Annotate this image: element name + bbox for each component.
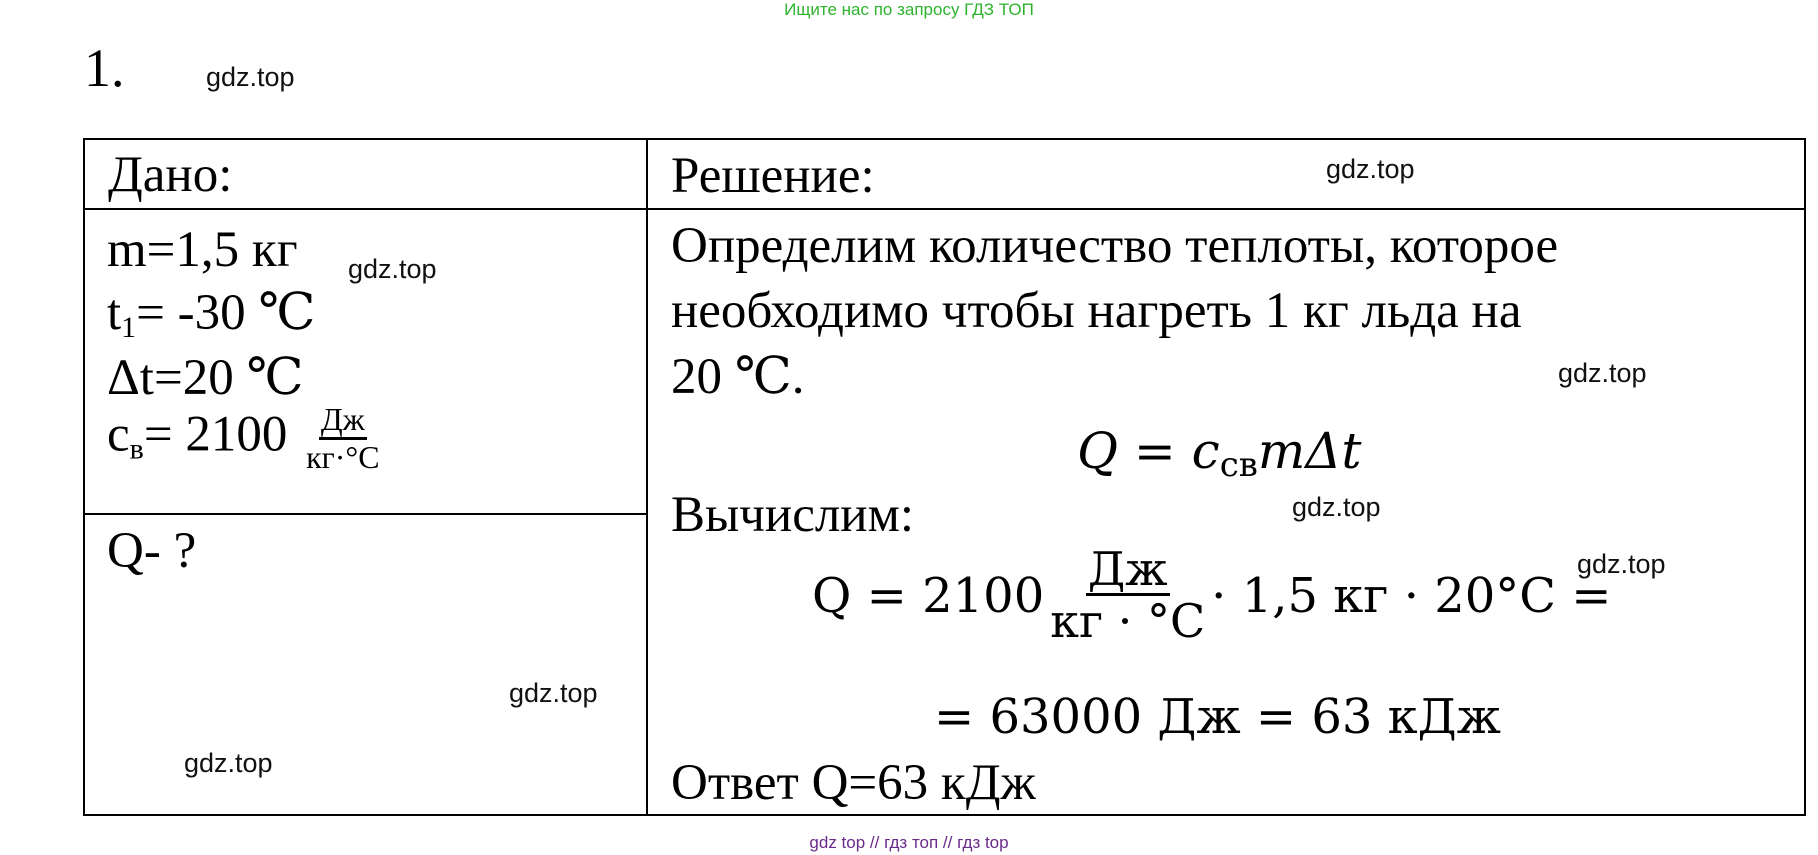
- watermark: gdz.top: [1292, 492, 1381, 522]
- watermark: gdz.top: [509, 678, 598, 708]
- solution-text-line: необходимо чтобы нагреть 1 кг льда на: [671, 283, 1522, 339]
- calculation-result: = 63000 Дж = 63 кДж: [934, 689, 1501, 745]
- header-divider: [85, 208, 1804, 210]
- watermark: gdz.top: [184, 748, 273, 778]
- watermark: gdz.top: [206, 62, 295, 92]
- answer: Ответ Q=63 кДж: [671, 755, 1036, 811]
- calculation-unit: $\frac{Дж}{кг \cdot ^\circ C}$: [1050, 542, 1206, 649]
- watermark: gdz.top: [1577, 549, 1666, 579]
- watermark: gdz.top: [348, 254, 437, 284]
- watermark: gdz.top: [1558, 358, 1647, 388]
- column-divider: [646, 140, 648, 814]
- bottom-banner: gdz top // гдз топ // гдз top: [809, 833, 1009, 852]
- find-quantity: Q- ?: [107, 523, 197, 579]
- solution-text-line: Определим количество теплоты, которое: [671, 218, 1559, 274]
- solution-text-line: 20 ℃.: [671, 349, 805, 405]
- heat-formula: $Q = c_{св}m\Delta t$: [1077, 422, 1362, 485]
- calculation-line: Q = 2100 $\frac{Дж}{кг \cdot ^\circ C}$ · 1,5 кг · 20°C =: [812, 542, 1612, 649]
- watermark: gdz.top: [1326, 154, 1415, 184]
- problem-number: 1.: [84, 38, 125, 98]
- top-banner: Ищите нас по запросу ГДЗ ТОП: [784, 0, 1034, 19]
- solution-header: Решение:: [671, 148, 875, 204]
- given-header: Дано:: [108, 147, 233, 203]
- given-mass: m=1,5 кг: [107, 222, 298, 278]
- specific-heat-unit: $\frac{Дж}{кг\cdot^\circ C}$: [306, 401, 380, 475]
- given-divider: [85, 513, 646, 515]
- solution-table: [83, 138, 1806, 816]
- given-initial-temp: $t_1= -30$ ℃: [107, 285, 316, 344]
- given-specific-heat: $c_в= 2100$ $\frac{Дж}{кг\cdot^\circ C}$: [107, 401, 380, 475]
- calc-label: Вычислим:: [671, 487, 915, 543]
- given-temp-change: Δt=20 ℃: [107, 350, 304, 406]
